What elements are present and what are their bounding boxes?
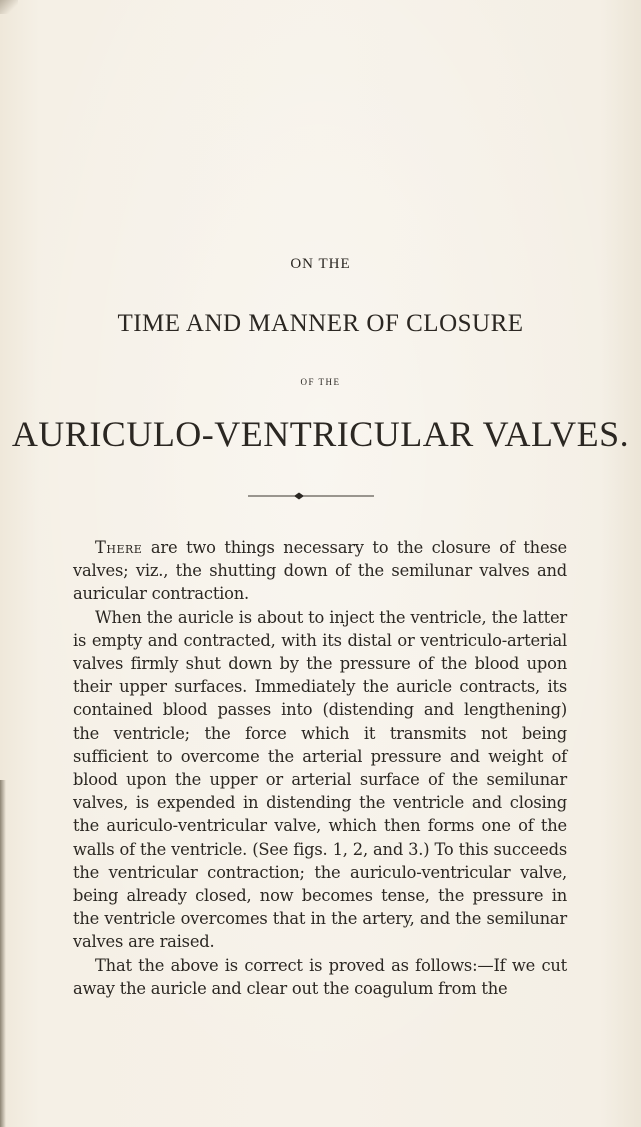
heading-subject: AURICULO-VENTRICULAR VALVES.	[11, 414, 630, 454]
paragraph-3: That the above is correct is proved as follows:—If we cut away the auricle and clear out the coagulum from the	[73, 955, 567, 998]
paragraph-1-text: are two things necessary to the closure of these valves; viz., the shutting down of the semilunar valves and auricular contraction.	[73, 538, 567, 604]
page-edge-shadow	[0, 780, 6, 1127]
heading-of-the: OF THE	[300, 377, 341, 387]
paragraph-1-lead: There	[95, 538, 143, 557]
paragraph-2: When the auricle is about to inject the ventricle, the latter is empty and contracted, with its distal or ventriculo-arterial valves firmly shut down by the pressure of the blood upon their upper surfaces. Immediately the auricle contracts, its contained blood passes into (distending and lengthening) the ventricle; the force which it transmits not being sufficient to overcome the arterial pressure and weight of blood upon the upper or arterial surface of the semilunar valves, is expended in distending the ventricle and closing the auriculo-ventricular valve, which then forms one of the walls of the ventricle. (See figs. 1, 2, and 3.) To this succeeds the ventricular contraction; the auriculo-ventricular valve, being already closed, now becomes tense, the pressure in the ventricle overcomes that in the artery, and the semilunar valves are raised.	[73, 607, 567, 952]
paragraph-1	[73, 536, 567, 606]
ornamental-divider	[248, 491, 374, 501]
article-body	[73, 536, 567, 1000]
page-corner-shadow	[0, 0, 18, 14]
heading-main-title: TIME AND MANNER OF CLOSURE	[117, 310, 524, 337]
heading-on-the: ON THE	[290, 256, 351, 272]
